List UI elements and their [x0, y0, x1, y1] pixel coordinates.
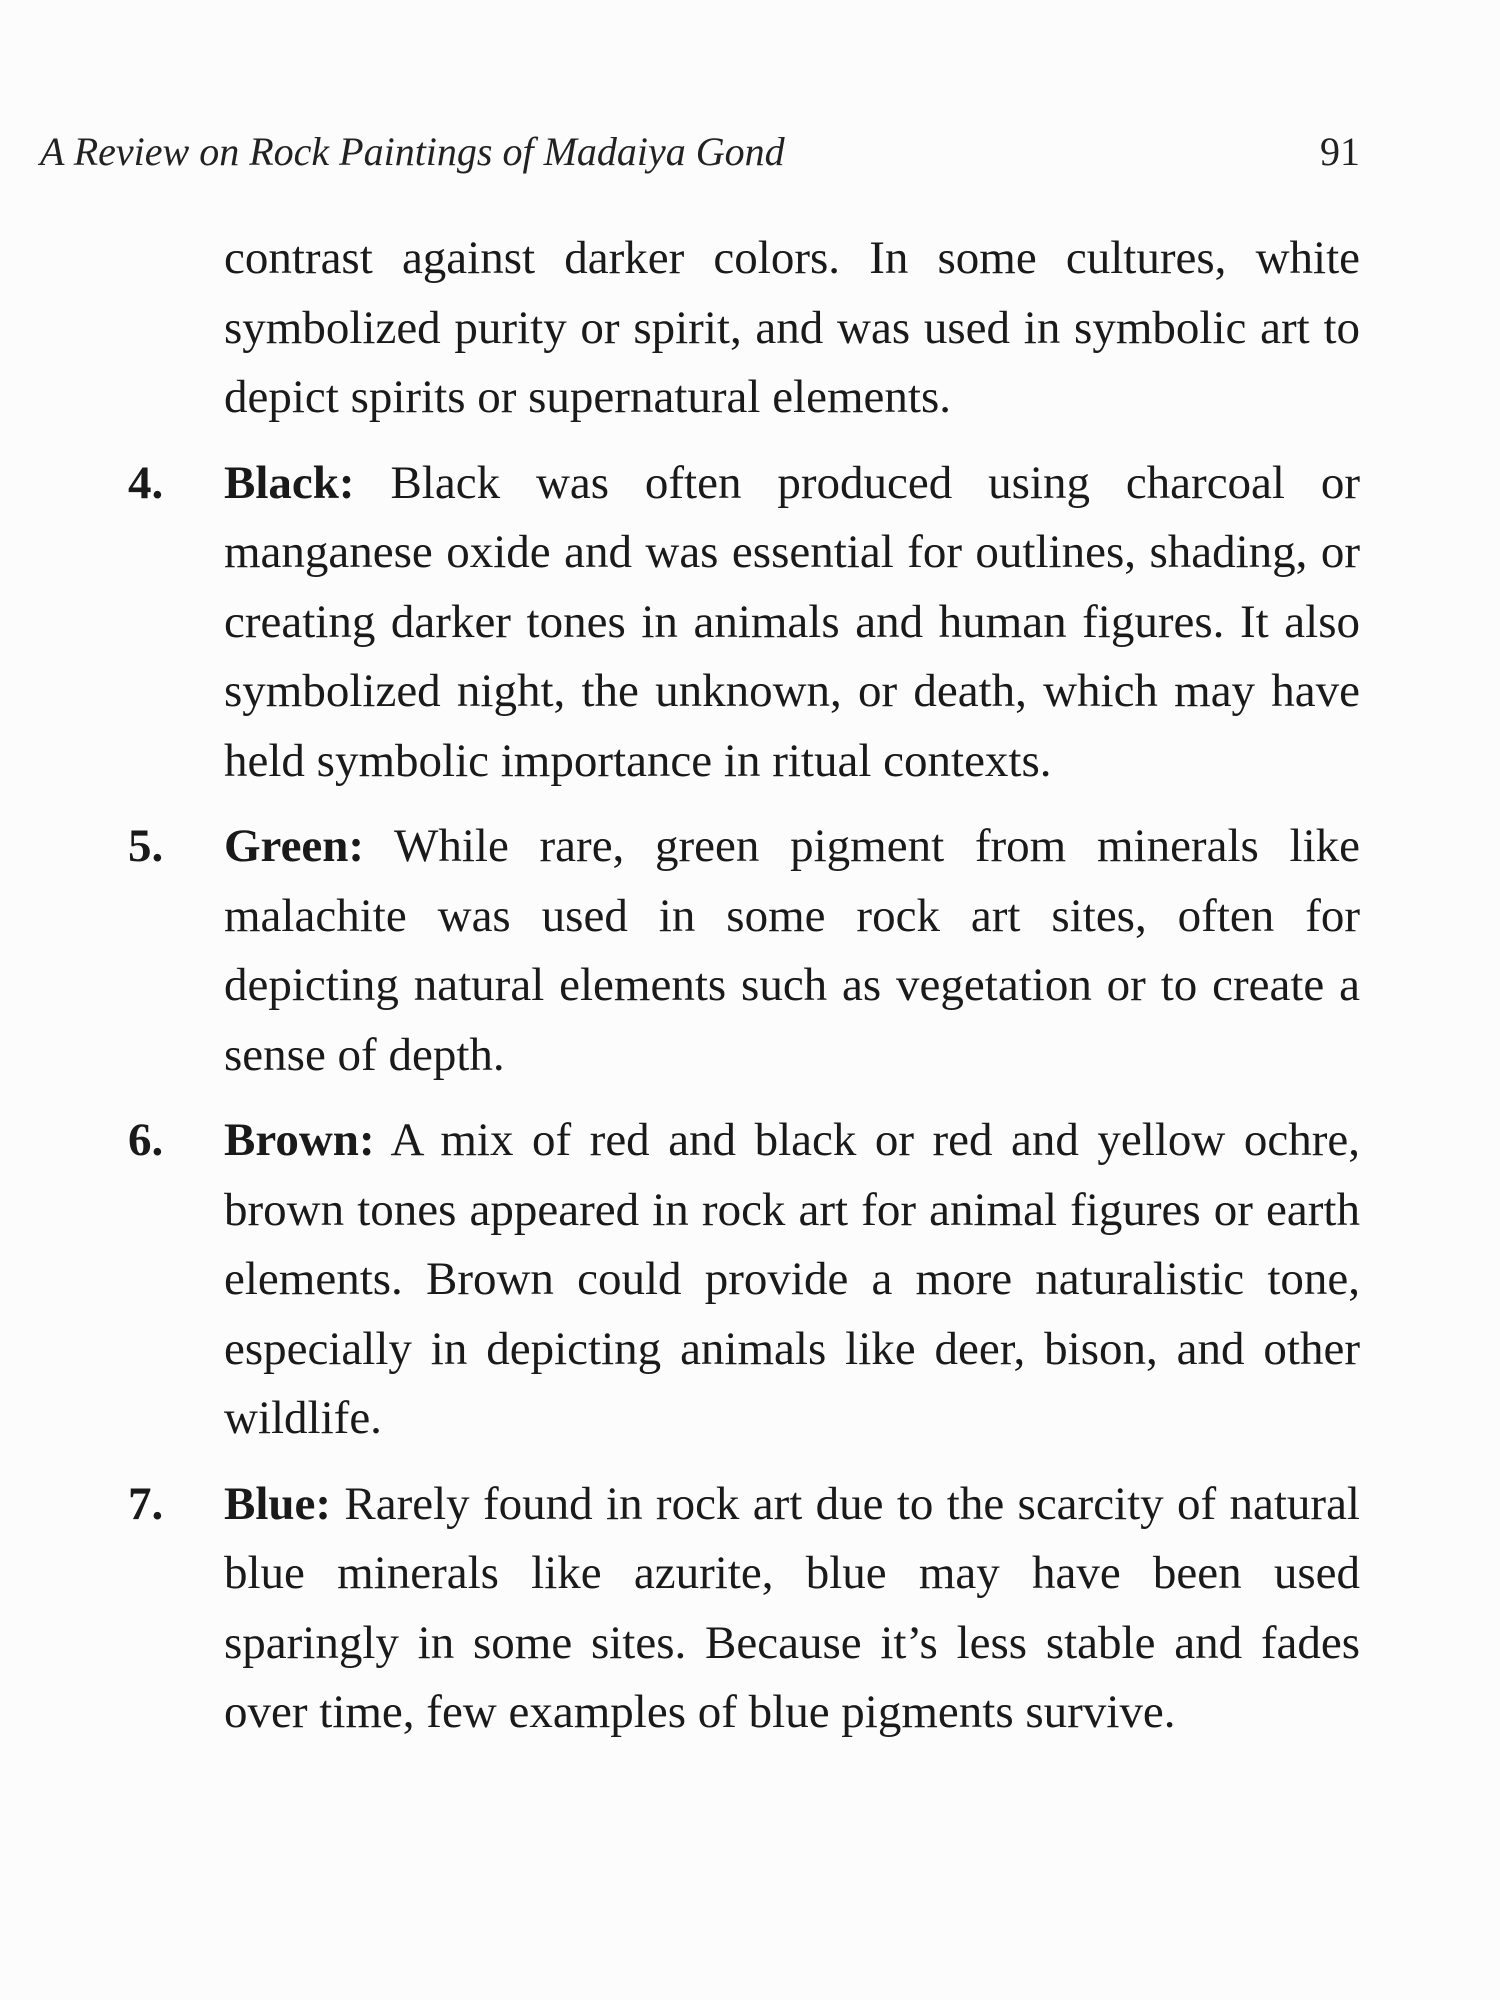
- running-title: A Review on Rock Paintings of Madaiya Gond: [40, 129, 785, 174]
- list-item-number: 5.: [128, 820, 164, 872]
- list-item-description: While rare, green pigment from minerals like malachite was used in some rock art sites, often for depicting natural elements such as vegetation or to create a sense of depth.: [224, 820, 1360, 1081]
- list-item-term: Green:: [224, 820, 365, 872]
- list-item-description: Black was often produced using charcoal or manganese oxide and was essential for outlines, shading, or creating darker tones in animals and human figures. It also symbolized night, the unknown, or death, which may have held symbolic importance in ritual contexts.: [224, 456, 1360, 787]
- list-item-text: [224, 449, 1360, 797]
- list-item-text: [224, 1106, 1360, 1454]
- continued-paragraph: contrast against darker colors. In some cultures, white symbolized purity or spirit, and was used in symbolic art to depict spirits or supernatural elements.: [224, 232, 1360, 423]
- list-item-text: [224, 1470, 1360, 1748]
- list-item-term: Brown:: [224, 1114, 375, 1166]
- list-item-brown: [128, 1106, 1360, 1454]
- list-item-number: 6.: [128, 1114, 164, 1166]
- page-body: [128, 224, 1360, 1764]
- list-item-description: Rarely found in rock art due to the scarcity of natural blue minerals like azurite, blue may have been used sparingly in some sites. Because it’s less stable and fades over time, few examples of blue pigments survive.: [224, 1477, 1360, 1738]
- list-item-description: A mix of red and black or red and yellow ochre, brown tones appeared in rock art for animal figures or earth elements. Brown could provide a more naturalistic tone, especially in depicting animals like deer, bison, and other wildlife.: [224, 1114, 1360, 1444]
- list-item-black: [128, 449, 1360, 797]
- running-header: [40, 128, 1360, 176]
- list-item-term: Black:: [224, 456, 355, 509]
- list-item-term: Blue:: [224, 1477, 332, 1530]
- page-number: 91: [1320, 129, 1360, 174]
- list-item-blue: [128, 1470, 1360, 1748]
- list-item-green: [128, 812, 1360, 1090]
- list-item-number: 4.: [128, 456, 164, 509]
- list-item-text: [224, 812, 1360, 1090]
- list-item-number: 7.: [128, 1477, 164, 1530]
